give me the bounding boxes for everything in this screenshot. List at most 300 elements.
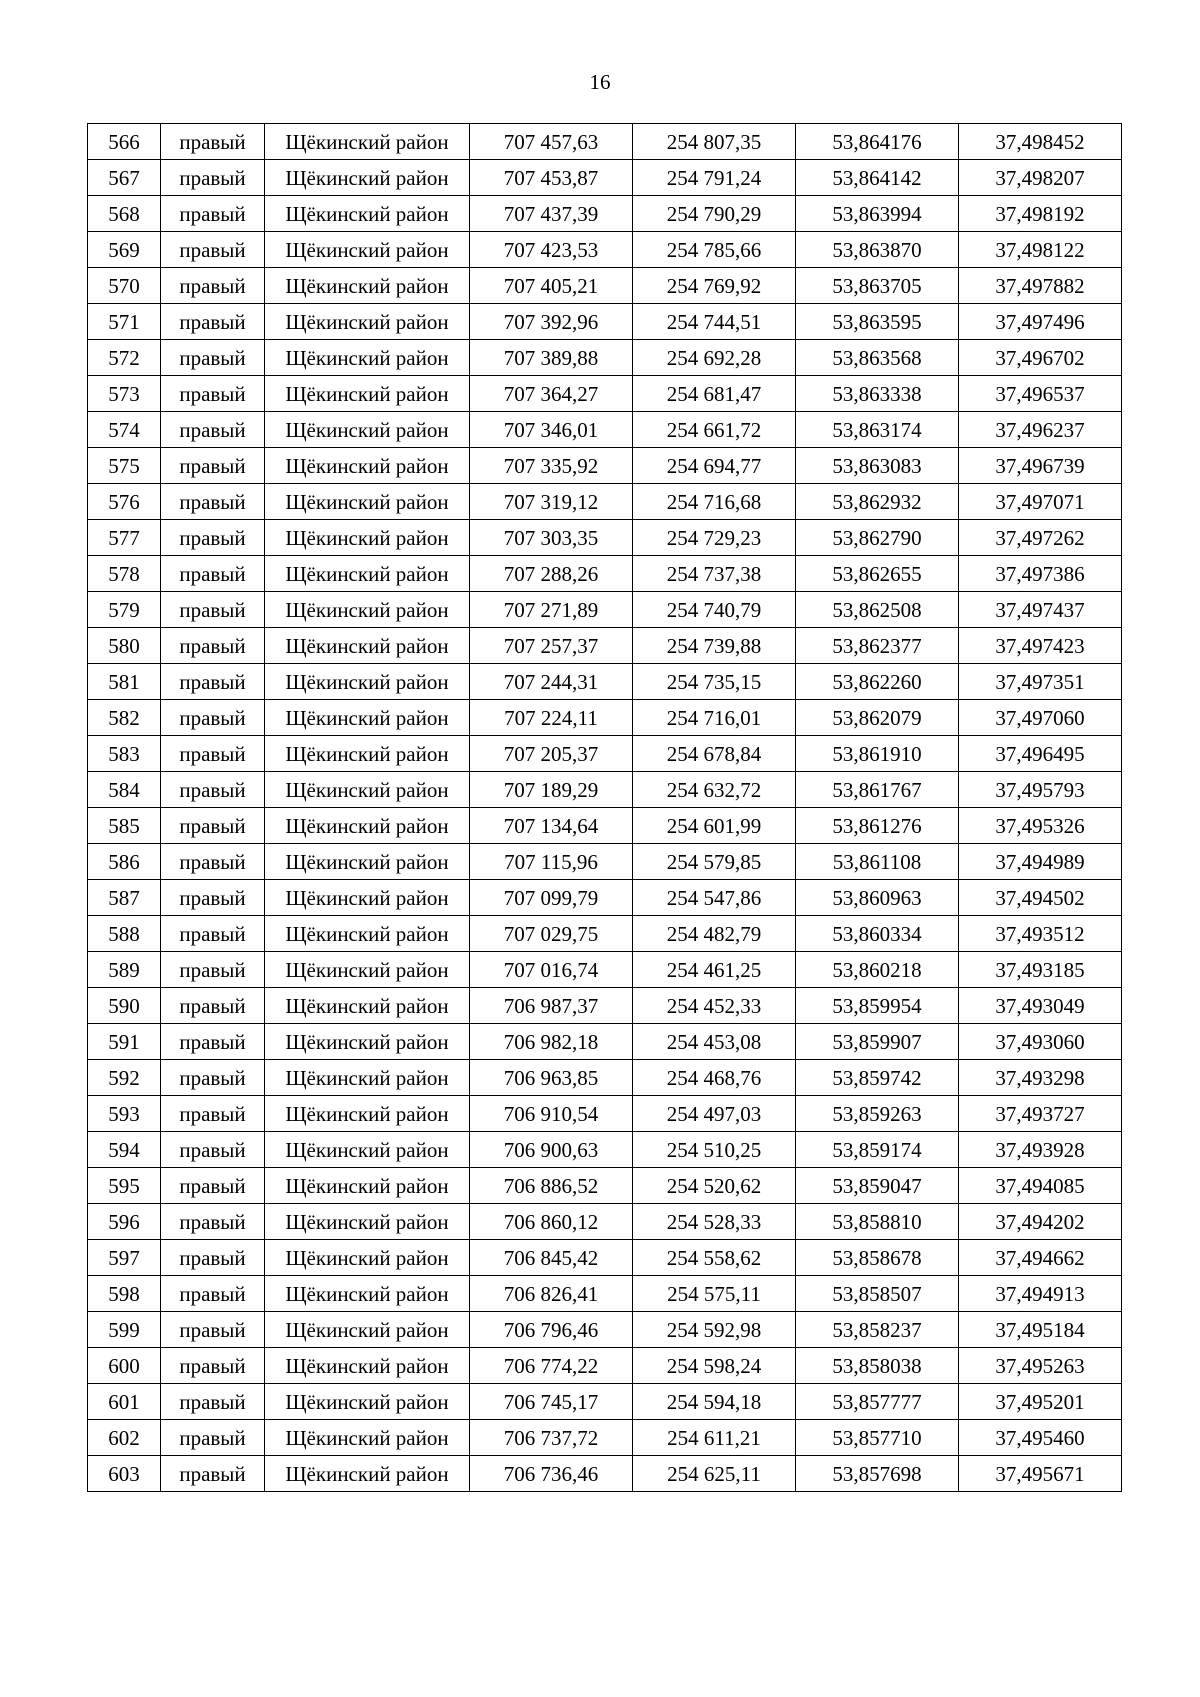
- point-number-cell: 597: [88, 1240, 161, 1276]
- longitude-cell: 37,497060: [959, 700, 1122, 736]
- longitude-cell: 37,497386: [959, 556, 1122, 592]
- table-row: [88, 844, 1122, 880]
- longitude-cell: 37,493727: [959, 1096, 1122, 1132]
- x-coordinate-cell: 707 244,31: [470, 664, 633, 700]
- latitude-cell: 53,858507: [796, 1276, 959, 1312]
- district-cell: Щёкинский район: [265, 448, 470, 484]
- point-number-cell: 585: [88, 808, 161, 844]
- y-coordinate-cell: 254 692,28: [633, 340, 796, 376]
- latitude-cell: 53,857698: [796, 1456, 959, 1492]
- latitude-cell: 53,863994: [796, 196, 959, 232]
- district-cell: Щёкинский район: [265, 700, 470, 736]
- x-coordinate-cell: 707 271,89: [470, 592, 633, 628]
- table-row: [88, 592, 1122, 628]
- district-cell: Щёкинский район: [265, 916, 470, 952]
- x-coordinate-cell: 707 189,29: [470, 772, 633, 808]
- longitude-cell: 37,494989: [959, 844, 1122, 880]
- table-row: [88, 268, 1122, 304]
- longitude-cell: 37,497423: [959, 628, 1122, 664]
- district-cell: Щёкинский район: [265, 232, 470, 268]
- latitude-cell: 53,859263: [796, 1096, 959, 1132]
- point-number-cell: 601: [88, 1384, 161, 1420]
- y-coordinate-cell: 254 575,11: [633, 1276, 796, 1312]
- y-coordinate-cell: 254 694,77: [633, 448, 796, 484]
- longitude-cell: 37,498207: [959, 160, 1122, 196]
- table-row: [88, 1060, 1122, 1096]
- point-number-cell: 599: [88, 1312, 161, 1348]
- point-number-cell: 587: [88, 880, 161, 916]
- latitude-cell: 53,863595: [796, 304, 959, 340]
- point-number-cell: 594: [88, 1132, 161, 1168]
- point-number-cell: 589: [88, 952, 161, 988]
- longitude-cell: 37,493060: [959, 1024, 1122, 1060]
- bank-side-cell: правый: [161, 124, 265, 160]
- point-number-cell: 567: [88, 160, 161, 196]
- x-coordinate-cell: 706 745,17: [470, 1384, 633, 1420]
- longitude-cell: 37,498122: [959, 232, 1122, 268]
- longitude-cell: 37,497496: [959, 304, 1122, 340]
- table-row: [88, 1024, 1122, 1060]
- y-coordinate-cell: 254 510,25: [633, 1132, 796, 1168]
- y-coordinate-cell: 254 625,11: [633, 1456, 796, 1492]
- point-number-cell: 573: [88, 376, 161, 412]
- x-coordinate-cell: 706 774,22: [470, 1348, 633, 1384]
- longitude-cell: 37,497071: [959, 484, 1122, 520]
- x-coordinate-cell: 706 796,46: [470, 1312, 633, 1348]
- y-coordinate-cell: 254 729,23: [633, 520, 796, 556]
- y-coordinate-cell: 254 468,76: [633, 1060, 796, 1096]
- y-coordinate-cell: 254 594,18: [633, 1384, 796, 1420]
- table-row: [88, 988, 1122, 1024]
- y-coordinate-cell: 254 547,86: [633, 880, 796, 916]
- latitude-cell: 53,862377: [796, 628, 959, 664]
- district-cell: Щёкинский район: [265, 880, 470, 916]
- point-number-cell: 579: [88, 592, 161, 628]
- table-row: [88, 340, 1122, 376]
- table-row: [88, 1204, 1122, 1240]
- district-cell: Щёкинский район: [265, 808, 470, 844]
- x-coordinate-cell: 707 257,37: [470, 628, 633, 664]
- point-number-cell: 577: [88, 520, 161, 556]
- x-coordinate-cell: 707 016,74: [470, 952, 633, 988]
- latitude-cell: 53,863870: [796, 232, 959, 268]
- bank-side-cell: правый: [161, 1420, 265, 1456]
- bank-side-cell: правый: [161, 988, 265, 1024]
- point-number-cell: 603: [88, 1456, 161, 1492]
- y-coordinate-cell: 254 681,47: [633, 376, 796, 412]
- longitude-cell: 37,497262: [959, 520, 1122, 556]
- table-row: [88, 772, 1122, 808]
- latitude-cell: 53,862932: [796, 484, 959, 520]
- bank-side-cell: правый: [161, 1096, 265, 1132]
- table-row: [88, 808, 1122, 844]
- longitude-cell: 37,494662: [959, 1240, 1122, 1276]
- table-row: [88, 1132, 1122, 1168]
- y-coordinate-cell: 254 791,24: [633, 160, 796, 196]
- x-coordinate-cell: 707 346,01: [470, 412, 633, 448]
- latitude-cell: 53,863705: [796, 268, 959, 304]
- y-coordinate-cell: 254 678,84: [633, 736, 796, 772]
- latitude-cell: 53,863083: [796, 448, 959, 484]
- point-number-cell: 575: [88, 448, 161, 484]
- longitude-cell: 37,498192: [959, 196, 1122, 232]
- table-row: [88, 916, 1122, 952]
- district-cell: Щёкинский район: [265, 1456, 470, 1492]
- longitude-cell: 37,496237: [959, 412, 1122, 448]
- latitude-cell: 53,863338: [796, 376, 959, 412]
- x-coordinate-cell: 706 910,54: [470, 1096, 633, 1132]
- y-coordinate-cell: 254 558,62: [633, 1240, 796, 1276]
- bank-side-cell: правый: [161, 160, 265, 196]
- bank-side-cell: правый: [161, 232, 265, 268]
- x-coordinate-cell: 707 303,35: [470, 520, 633, 556]
- table-row: [88, 412, 1122, 448]
- district-cell: Щёкинский район: [265, 1312, 470, 1348]
- y-coordinate-cell: 254 744,51: [633, 304, 796, 340]
- table-row: [88, 1312, 1122, 1348]
- x-coordinate-cell: 707 389,88: [470, 340, 633, 376]
- y-coordinate-cell: 254 482,79: [633, 916, 796, 952]
- table-row: [88, 304, 1122, 340]
- bank-side-cell: правый: [161, 1132, 265, 1168]
- longitude-cell: 37,493185: [959, 952, 1122, 988]
- bank-side-cell: правый: [161, 340, 265, 376]
- latitude-cell: 53,858678: [796, 1240, 959, 1276]
- bank-side-cell: правый: [161, 736, 265, 772]
- table-row: [88, 1276, 1122, 1312]
- x-coordinate-cell: 706 845,42: [470, 1240, 633, 1276]
- x-coordinate-cell: 707 364,27: [470, 376, 633, 412]
- y-coordinate-cell: 254 601,99: [633, 808, 796, 844]
- district-cell: Щёкинский район: [265, 952, 470, 988]
- x-coordinate-cell: 707 115,96: [470, 844, 633, 880]
- y-coordinate-cell: 254 740,79: [633, 592, 796, 628]
- bank-side-cell: правый: [161, 304, 265, 340]
- longitude-cell: 37,495326: [959, 808, 1122, 844]
- bank-side-cell: правый: [161, 1024, 265, 1060]
- bank-side-cell: правый: [161, 268, 265, 304]
- district-cell: Щёкинский район: [265, 1204, 470, 1240]
- latitude-cell: 53,862079: [796, 700, 959, 736]
- bank-side-cell: правый: [161, 412, 265, 448]
- x-coordinate-cell: 707 437,39: [470, 196, 633, 232]
- table-row: [88, 1096, 1122, 1132]
- y-coordinate-cell: 254 453,08: [633, 1024, 796, 1060]
- point-number-cell: 586: [88, 844, 161, 880]
- district-cell: Щёкинский район: [265, 1168, 470, 1204]
- point-number-cell: 592: [88, 1060, 161, 1096]
- district-cell: Щёкинский район: [265, 1420, 470, 1456]
- y-coordinate-cell: 254 737,38: [633, 556, 796, 592]
- table-row: [88, 520, 1122, 556]
- latitude-cell: 53,862790: [796, 520, 959, 556]
- bank-side-cell: правый: [161, 1384, 265, 1420]
- point-number-cell: 568: [88, 196, 161, 232]
- latitude-cell: 53,863568: [796, 340, 959, 376]
- y-coordinate-cell: 254 452,33: [633, 988, 796, 1024]
- y-coordinate-cell: 254 716,01: [633, 700, 796, 736]
- point-number-cell: 572: [88, 340, 161, 376]
- bank-side-cell: правый: [161, 952, 265, 988]
- latitude-cell: 53,859174: [796, 1132, 959, 1168]
- bank-side-cell: правый: [161, 1276, 265, 1312]
- x-coordinate-cell: 706 826,41: [470, 1276, 633, 1312]
- table-row: [88, 376, 1122, 412]
- bank-side-cell: правый: [161, 1060, 265, 1096]
- longitude-cell: 37,493928: [959, 1132, 1122, 1168]
- coordinates-table: [87, 123, 1122, 1492]
- longitude-cell: 37,495263: [959, 1348, 1122, 1384]
- y-coordinate-cell: 254 528,33: [633, 1204, 796, 1240]
- y-coordinate-cell: 254 461,25: [633, 952, 796, 988]
- bank-side-cell: правый: [161, 880, 265, 916]
- bank-side-cell: правый: [161, 1348, 265, 1384]
- district-cell: Щёкинский район: [265, 376, 470, 412]
- district-cell: Щёкинский район: [265, 628, 470, 664]
- page-number: 16: [589, 70, 611, 94]
- latitude-cell: 53,864142: [796, 160, 959, 196]
- district-cell: Щёкинский район: [265, 1132, 470, 1168]
- district-cell: Щёкинский район: [265, 160, 470, 196]
- x-coordinate-cell: 707 224,11: [470, 700, 633, 736]
- x-coordinate-cell: 707 423,53: [470, 232, 633, 268]
- longitude-cell: 37,496739: [959, 448, 1122, 484]
- y-coordinate-cell: 254 785,66: [633, 232, 796, 268]
- bank-side-cell: правый: [161, 772, 265, 808]
- point-number-cell: 566: [88, 124, 161, 160]
- x-coordinate-cell: 706 886,52: [470, 1168, 633, 1204]
- x-coordinate-cell: 707 453,87: [470, 160, 633, 196]
- latitude-cell: 53,858237: [796, 1312, 959, 1348]
- point-number-cell: 600: [88, 1348, 161, 1384]
- latitude-cell: 53,862508: [796, 592, 959, 628]
- longitude-cell: 37,495201: [959, 1384, 1122, 1420]
- district-cell: Щёкинский район: [265, 844, 470, 880]
- point-number-cell: 596: [88, 1204, 161, 1240]
- latitude-cell: 53,861910: [796, 736, 959, 772]
- district-cell: Щёкинский район: [265, 304, 470, 340]
- district-cell: Щёкинский район: [265, 268, 470, 304]
- y-coordinate-cell: 254 735,15: [633, 664, 796, 700]
- district-cell: Щёкинский район: [265, 1384, 470, 1420]
- longitude-cell: 37,494085: [959, 1168, 1122, 1204]
- y-coordinate-cell: 254 716,68: [633, 484, 796, 520]
- y-coordinate-cell: 254 807,35: [633, 124, 796, 160]
- latitude-cell: 53,864176: [796, 124, 959, 160]
- table-row: [88, 700, 1122, 736]
- x-coordinate-cell: 707 457,63: [470, 124, 633, 160]
- y-coordinate-cell: 254 790,29: [633, 196, 796, 232]
- longitude-cell: 37,493512: [959, 916, 1122, 952]
- table-row: [88, 1384, 1122, 1420]
- district-cell: Щёкинский район: [265, 1024, 470, 1060]
- district-cell: Щёкинский район: [265, 340, 470, 376]
- district-cell: Щёкинский район: [265, 520, 470, 556]
- latitude-cell: 53,858810: [796, 1204, 959, 1240]
- point-number-cell: 578: [88, 556, 161, 592]
- district-cell: Щёкинский район: [265, 1348, 470, 1384]
- table-row: [88, 232, 1122, 268]
- longitude-cell: 37,495184: [959, 1312, 1122, 1348]
- table-row: [88, 1348, 1122, 1384]
- y-coordinate-cell: 254 592,98: [633, 1312, 796, 1348]
- x-coordinate-cell: 707 405,21: [470, 268, 633, 304]
- latitude-cell: 53,863174: [796, 412, 959, 448]
- district-cell: Щёкинский район: [265, 772, 470, 808]
- latitude-cell: 53,860218: [796, 952, 959, 988]
- y-coordinate-cell: 254 611,21: [633, 1420, 796, 1456]
- x-coordinate-cell: 707 099,79: [470, 880, 633, 916]
- table-row: [88, 1240, 1122, 1276]
- latitude-cell: 53,860963: [796, 880, 959, 916]
- point-number-cell: 571: [88, 304, 161, 340]
- district-cell: Щёкинский район: [265, 484, 470, 520]
- latitude-cell: 53,859742: [796, 1060, 959, 1096]
- point-number-cell: 569: [88, 232, 161, 268]
- bank-side-cell: правый: [161, 916, 265, 952]
- bank-side-cell: правый: [161, 628, 265, 664]
- latitude-cell: 53,862655: [796, 556, 959, 592]
- latitude-cell: 53,858038: [796, 1348, 959, 1384]
- table-row: [88, 880, 1122, 916]
- longitude-cell: 37,495671: [959, 1456, 1122, 1492]
- table-row: [88, 160, 1122, 196]
- table-row: [88, 124, 1122, 160]
- longitude-cell: 37,495460: [959, 1420, 1122, 1456]
- bank-side-cell: правый: [161, 1168, 265, 1204]
- point-number-cell: 591: [88, 1024, 161, 1060]
- bank-side-cell: правый: [161, 1456, 265, 1492]
- bank-side-cell: правый: [161, 700, 265, 736]
- coordinates-table-body: [88, 124, 1122, 1492]
- bank-side-cell: правый: [161, 448, 265, 484]
- latitude-cell: 53,860334: [796, 916, 959, 952]
- table-row: [88, 484, 1122, 520]
- latitude-cell: 53,861108: [796, 844, 959, 880]
- district-cell: Щёкинский район: [265, 556, 470, 592]
- district-cell: Щёкинский район: [265, 664, 470, 700]
- x-coordinate-cell: 707 134,64: [470, 808, 633, 844]
- bank-side-cell: правый: [161, 808, 265, 844]
- bank-side-cell: правый: [161, 196, 265, 232]
- point-number-cell: 574: [88, 412, 161, 448]
- latitude-cell: 53,859954: [796, 988, 959, 1024]
- latitude-cell: 53,857710: [796, 1420, 959, 1456]
- district-cell: Щёкинский район: [265, 412, 470, 448]
- longitude-cell: 37,494913: [959, 1276, 1122, 1312]
- point-number-cell: 602: [88, 1420, 161, 1456]
- point-number-cell: 576: [88, 484, 161, 520]
- longitude-cell: 37,497437: [959, 592, 1122, 628]
- longitude-cell: 37,496495: [959, 736, 1122, 772]
- y-coordinate-cell: 254 598,24: [633, 1348, 796, 1384]
- longitude-cell: 37,496702: [959, 340, 1122, 376]
- longitude-cell: 37,493049: [959, 988, 1122, 1024]
- y-coordinate-cell: 254 579,85: [633, 844, 796, 880]
- y-coordinate-cell: 254 497,03: [633, 1096, 796, 1132]
- district-cell: Щёкинский район: [265, 196, 470, 232]
- y-coordinate-cell: 254 739,88: [633, 628, 796, 664]
- point-number-cell: 584: [88, 772, 161, 808]
- point-number-cell: 581: [88, 664, 161, 700]
- longitude-cell: 37,494202: [959, 1204, 1122, 1240]
- table-row: [88, 952, 1122, 988]
- x-coordinate-cell: 706 963,85: [470, 1060, 633, 1096]
- district-cell: Щёкинский район: [265, 988, 470, 1024]
- x-coordinate-cell: 706 987,37: [470, 988, 633, 1024]
- x-coordinate-cell: 706 900,63: [470, 1132, 633, 1168]
- x-coordinate-cell: 707 319,12: [470, 484, 633, 520]
- longitude-cell: 37,495793: [959, 772, 1122, 808]
- table-row: [88, 628, 1122, 664]
- y-coordinate-cell: 254 661,72: [633, 412, 796, 448]
- bank-side-cell: правый: [161, 376, 265, 412]
- table-row: [88, 556, 1122, 592]
- district-cell: Щёкинский район: [265, 736, 470, 772]
- x-coordinate-cell: 707 288,26: [470, 556, 633, 592]
- latitude-cell: 53,861276: [796, 808, 959, 844]
- table-row: [88, 664, 1122, 700]
- point-number-cell: 583: [88, 736, 161, 772]
- x-coordinate-cell: 706 860,12: [470, 1204, 633, 1240]
- bank-side-cell: правый: [161, 1312, 265, 1348]
- district-cell: Щёкинский район: [265, 1240, 470, 1276]
- longitude-cell: 37,496537: [959, 376, 1122, 412]
- longitude-cell: 37,497351: [959, 664, 1122, 700]
- bank-side-cell: правый: [161, 484, 265, 520]
- longitude-cell: 37,497882: [959, 268, 1122, 304]
- point-number-cell: 590: [88, 988, 161, 1024]
- y-coordinate-cell: 254 769,92: [633, 268, 796, 304]
- longitude-cell: 37,494502: [959, 880, 1122, 916]
- y-coordinate-cell: 254 520,62: [633, 1168, 796, 1204]
- table-row: [88, 1168, 1122, 1204]
- x-coordinate-cell: 707 029,75: [470, 916, 633, 952]
- district-cell: Щёкинский район: [265, 1096, 470, 1132]
- point-number-cell: 598: [88, 1276, 161, 1312]
- bank-side-cell: правый: [161, 556, 265, 592]
- bank-side-cell: правый: [161, 1204, 265, 1240]
- latitude-cell: 53,861767: [796, 772, 959, 808]
- x-coordinate-cell: 707 205,37: [470, 736, 633, 772]
- district-cell: Щёкинский район: [265, 1060, 470, 1096]
- point-number-cell: 580: [88, 628, 161, 664]
- point-number-cell: 570: [88, 268, 161, 304]
- bank-side-cell: правый: [161, 844, 265, 880]
- point-number-cell: 582: [88, 700, 161, 736]
- x-coordinate-cell: 707 335,92: [470, 448, 633, 484]
- latitude-cell: 53,857777: [796, 1384, 959, 1420]
- bank-side-cell: правый: [161, 520, 265, 556]
- bank-side-cell: правый: [161, 1240, 265, 1276]
- table-row: [88, 736, 1122, 772]
- x-coordinate-cell: 706 982,18: [470, 1024, 633, 1060]
- district-cell: Щёкинский район: [265, 1276, 470, 1312]
- point-number-cell: 595: [88, 1168, 161, 1204]
- x-coordinate-cell: 707 392,96: [470, 304, 633, 340]
- district-cell: Щёкинский район: [265, 592, 470, 628]
- latitude-cell: 53,859907: [796, 1024, 959, 1060]
- table-row: [88, 1420, 1122, 1456]
- x-coordinate-cell: 706 736,46: [470, 1456, 633, 1492]
- bank-side-cell: правый: [161, 664, 265, 700]
- district-cell: Щёкинский район: [265, 124, 470, 160]
- table-row: [88, 1456, 1122, 1492]
- x-coordinate-cell: 706 737,72: [470, 1420, 633, 1456]
- point-number-cell: 593: [88, 1096, 161, 1132]
- latitude-cell: 53,862260: [796, 664, 959, 700]
- bank-side-cell: правый: [161, 592, 265, 628]
